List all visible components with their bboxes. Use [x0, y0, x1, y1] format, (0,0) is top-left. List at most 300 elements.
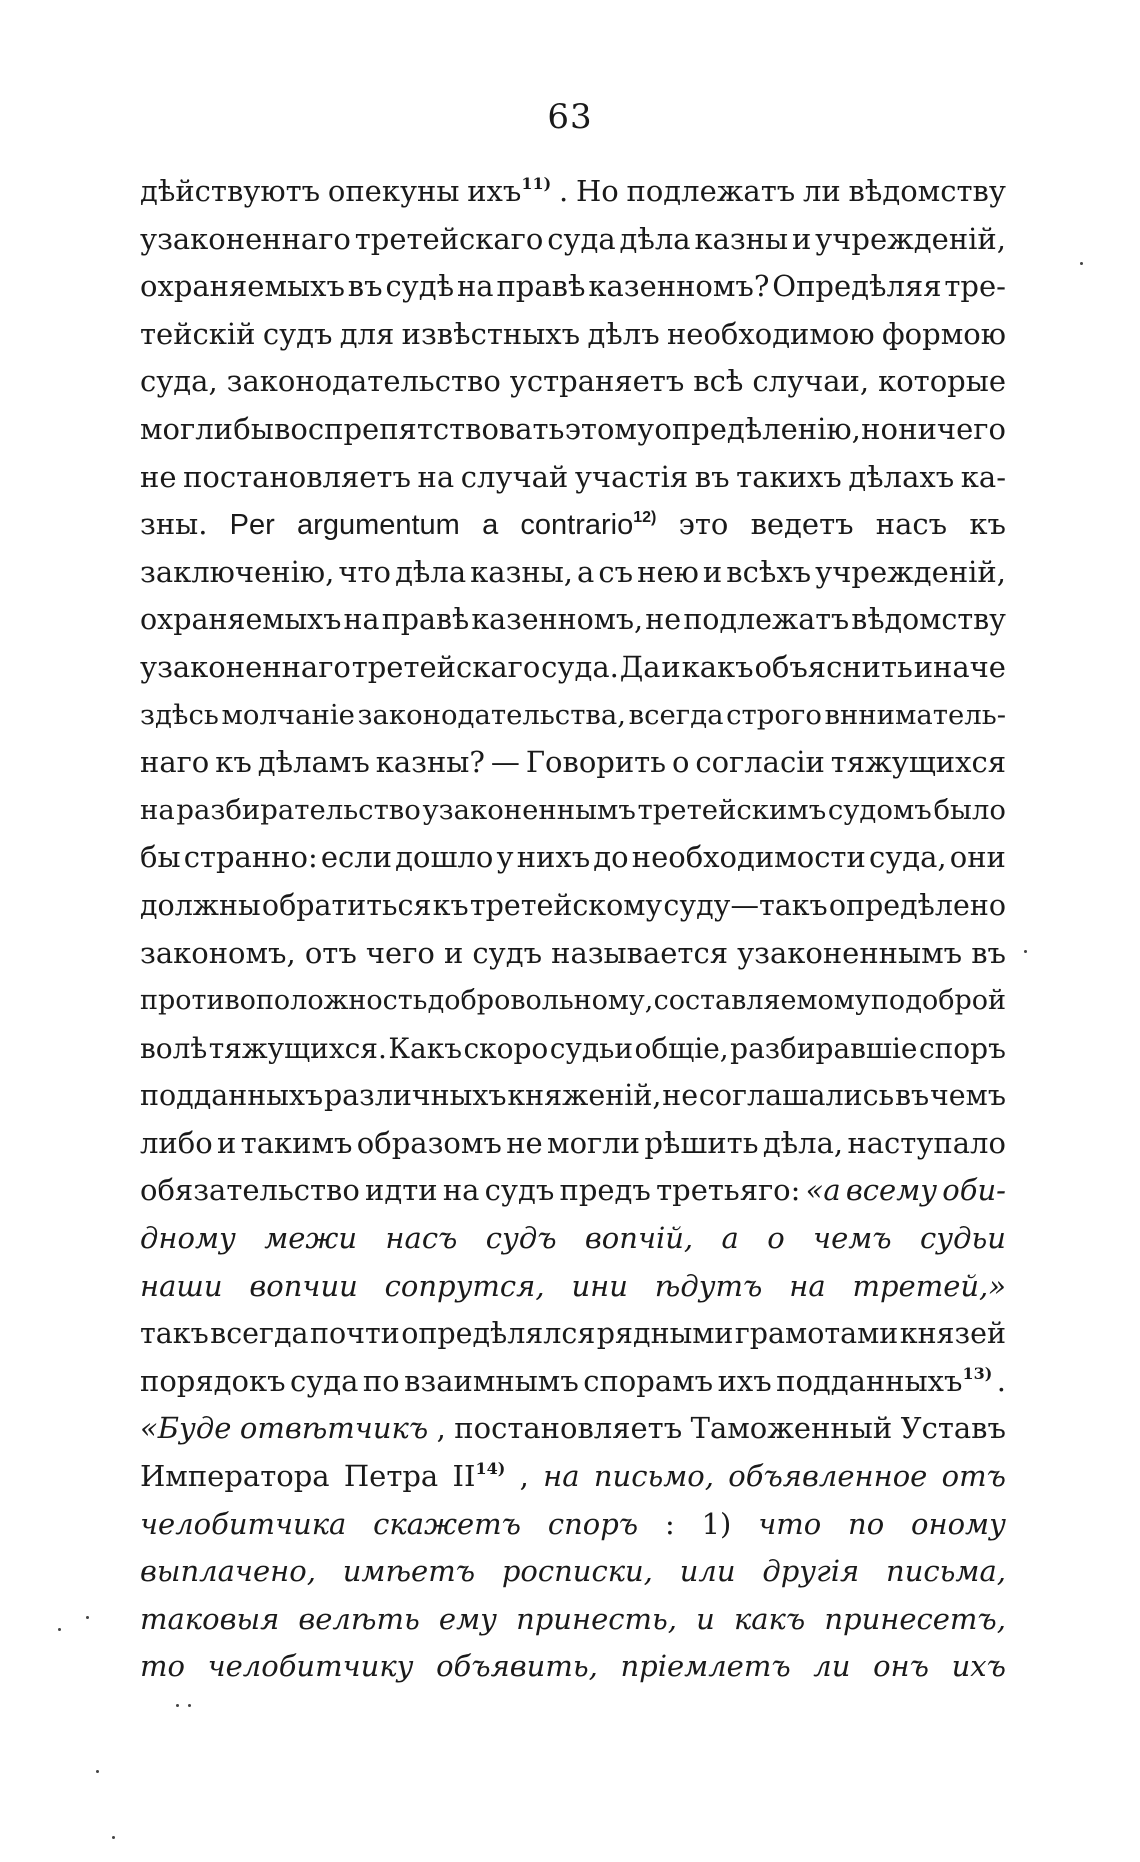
word [831, 739, 1006, 787]
word-text: какъ [733, 1601, 806, 1636]
word [140, 787, 175, 835]
word [348, 263, 383, 311]
word [873, 1643, 929, 1691]
word-text: II [452, 1459, 476, 1494]
word [140, 1453, 330, 1501]
word-text: внниматель- [824, 698, 1006, 731]
word-text: третей,» [852, 1268, 1006, 1303]
word [559, 168, 568, 216]
word-text: ведетъ [750, 507, 854, 542]
word [436, 1643, 598, 1691]
word-text: наши [140, 1268, 223, 1303]
word-text: которые [878, 364, 1006, 399]
word [358, 692, 627, 740]
word-text: случаи, [752, 364, 870, 399]
word-text: и [443, 935, 464, 970]
word-text: къ [969, 507, 1006, 542]
word-text: третейскаго [351, 649, 541, 684]
word-text: а [721, 1221, 739, 1256]
word-text: дошло [395, 840, 494, 875]
word-text: обратиться [261, 888, 432, 922]
word [506, 1120, 543, 1168]
word [373, 1501, 521, 1549]
word [222, 692, 355, 740]
text-line [140, 1263, 1006, 1311]
word-text: : [664, 1506, 675, 1541]
word [654, 977, 871, 1025]
word-text: дѣйствуютъ [140, 174, 321, 208]
word-text: отвѣтчикъ [239, 1411, 429, 1446]
word [876, 501, 947, 549]
word [762, 1548, 859, 1596]
word-text: суда. [541, 649, 619, 684]
word-text: грамотами [734, 1317, 899, 1351]
word-text: a [482, 509, 499, 542]
word [382, 596, 469, 644]
word-text: наго [140, 745, 210, 780]
word-text: споръ [547, 1506, 639, 1541]
word [340, 311, 395, 359]
text-line [140, 930, 1006, 978]
text-line [140, 1025, 1006, 1073]
scan-speck [86, 1616, 89, 1619]
word-text: но [861, 411, 898, 446]
word [695, 454, 730, 502]
word-text: казенномъ? [588, 269, 770, 304]
word-text: чего [365, 935, 435, 970]
text-line [140, 1120, 1006, 1168]
word [184, 834, 318, 882]
text-line [140, 692, 1006, 740]
word [298, 1596, 419, 1644]
word-text: о [767, 1221, 785, 1256]
word-text: онъ [873, 1649, 929, 1684]
word [344, 596, 380, 644]
word [829, 882, 1006, 930]
word [422, 787, 635, 835]
word-text: дѣла [395, 554, 467, 589]
word [310, 1310, 400, 1358]
word [587, 311, 659, 359]
word [258, 739, 370, 787]
word-text: , [436, 1411, 446, 1446]
word [140, 1501, 346, 1549]
word [485, 1167, 555, 1215]
word [343, 1548, 475, 1596]
word-text: это [678, 507, 729, 542]
word-text: ли [813, 1649, 851, 1684]
word [140, 930, 296, 978]
word [385, 1263, 545, 1311]
word [290, 1358, 358, 1406]
word-text: охраняемыхъ [140, 269, 345, 304]
word-text: дѣлахъ [848, 459, 955, 494]
word-text: всѣхъ [726, 554, 812, 589]
word-text: Опредѣляя [772, 269, 942, 304]
word-text: зны. [140, 507, 208, 542]
word [140, 1358, 286, 1406]
word [140, 454, 177, 502]
word [629, 692, 724, 740]
word-text: казны [694, 221, 789, 256]
word [140, 1643, 185, 1691]
word-text: нею [637, 554, 699, 589]
word [846, 1167, 937, 1215]
word-text: правѣ [496, 269, 586, 304]
word [594, 1453, 714, 1501]
word-text: а [577, 554, 595, 589]
word-text: ничего [898, 411, 1006, 446]
word-text: странно: [183, 840, 318, 875]
word-text: письма, [886, 1554, 1006, 1589]
word-text: бы [140, 840, 181, 875]
word [140, 692, 219, 740]
word-text: подлежатъ [626, 174, 796, 208]
word-text: учрежденій, [815, 221, 1006, 256]
word-text: узаконеннаго [140, 649, 351, 684]
text-line [140, 1405, 1006, 1453]
word [722, 1215, 739, 1263]
word [467, 168, 551, 216]
word [496, 263, 585, 311]
word-text: участія [574, 459, 689, 494]
scan-speck [112, 1836, 115, 1839]
word [520, 1453, 529, 1501]
word-text: судьи [920, 1221, 1006, 1256]
word [241, 1120, 353, 1168]
word-text: спорамъ [583, 1363, 714, 1398]
word [140, 739, 209, 787]
word-text: къ [432, 888, 469, 922]
word-text: воспрепятствовать [274, 411, 565, 446]
word-text: оби- [942, 1173, 1006, 1208]
word-text: общіе, [634, 1031, 729, 1065]
word [763, 1120, 843, 1168]
word-text: ихъ [467, 174, 522, 208]
word-text: или [679, 1554, 736, 1589]
word-text: отъ [304, 935, 357, 970]
word [680, 1548, 736, 1596]
word [140, 549, 334, 597]
word [230, 502, 275, 550]
word-text: разбиравшіе [730, 1031, 918, 1065]
word [662, 1072, 698, 1120]
text-line [140, 1167, 1006, 1215]
word [402, 311, 580, 359]
word [635, 1025, 729, 1073]
text-line [140, 454, 1006, 502]
word [950, 834, 1006, 882]
text-line [140, 977, 1006, 1025]
word [886, 1548, 1006, 1596]
word [914, 644, 1006, 692]
word [900, 1310, 1006, 1358]
text-line [140, 216, 1006, 264]
word-text: постановляетъ [454, 1411, 683, 1446]
word [695, 739, 824, 787]
word [911, 1501, 1006, 1549]
word [264, 1215, 357, 1263]
word [233, 406, 274, 454]
word [463, 1025, 548, 1073]
word-text: разбирательство [176, 793, 421, 826]
word [496, 834, 513, 882]
footnote-ref: 13) [962, 1363, 993, 1383]
word [470, 549, 573, 597]
word-text: что [758, 1506, 822, 1541]
text-line [140, 168, 1006, 216]
word [324, 1072, 507, 1120]
word [878, 358, 1006, 406]
word-text: на [343, 603, 380, 637]
word [693, 358, 743, 406]
word-text: вопчій, [584, 1221, 694, 1256]
word-text: тяжущихся [830, 745, 1006, 780]
word [227, 358, 501, 406]
word-text: «Буде [140, 1411, 232, 1446]
word-text: правѣ [381, 603, 470, 637]
word [952, 1643, 1006, 1691]
word-text: называется [551, 935, 728, 970]
word [901, 1405, 1006, 1453]
word-text: рядными [596, 1317, 734, 1351]
text-line [140, 644, 1006, 692]
word-text: у [496, 840, 514, 875]
word [376, 739, 485, 787]
word-text: этому [564, 411, 655, 446]
word [444, 930, 463, 978]
word-text: не [506, 1125, 543, 1160]
word-text: извѣстныхъ [401, 316, 581, 351]
word [507, 1072, 661, 1120]
word-text: вѣдомству [851, 603, 1006, 637]
word [437, 1405, 446, 1453]
word [751, 501, 854, 549]
word [736, 454, 842, 502]
word-text: подлежатъ [683, 603, 850, 637]
word [703, 549, 722, 597]
word [726, 692, 822, 740]
word-text: третейскому [469, 888, 663, 922]
word-text: закономъ, [140, 935, 296, 970]
word [895, 1072, 929, 1120]
word [882, 311, 1006, 359]
word-text: въ [347, 269, 383, 304]
word-text: опредѣленію, [654, 411, 861, 446]
word-text: такимъ [240, 1125, 353, 1160]
word-text: не [662, 1079, 699, 1113]
word-text: если [320, 840, 393, 875]
word-text: либо [140, 1125, 213, 1160]
word-text: и [217, 1125, 237, 1160]
scan-speck [1024, 950, 1027, 953]
word [457, 263, 494, 311]
word [453, 1453, 506, 1501]
word [140, 834, 181, 882]
word-text: вопчии [249, 1268, 358, 1303]
word-text: другія [762, 1554, 860, 1589]
word-text: ини [571, 1268, 628, 1303]
word [848, 1501, 884, 1549]
word-text: насъ [875, 507, 948, 542]
word [215, 739, 252, 787]
body-text [140, 168, 1006, 1691]
word [321, 834, 392, 882]
word-text: межи [264, 1221, 358, 1256]
word [357, 1120, 502, 1168]
word-text: Какъ [388, 1031, 463, 1065]
word-text: случай [460, 459, 569, 494]
word-text: образомъ [356, 1125, 502, 1160]
word-text: по [362, 1363, 400, 1398]
word [140, 311, 256, 359]
word-text: составляемому [653, 985, 871, 1017]
word-text: и [791, 221, 812, 256]
word-text: иначе [913, 649, 1006, 684]
word-text: суда, [140, 364, 218, 399]
word-text: охраняемыхъ [140, 603, 342, 637]
word-text: было [933, 793, 1006, 826]
word [140, 358, 218, 406]
word-text: Говорить [525, 745, 666, 780]
word-text: наступало [847, 1125, 1006, 1160]
word [140, 1120, 213, 1168]
word-text: всегда [628, 698, 724, 731]
word-text: на [442, 1173, 480, 1208]
word [388, 1025, 462, 1073]
word-text: принесетъ, [824, 1601, 1006, 1636]
word [140, 406, 233, 454]
word [486, 1215, 557, 1263]
word [919, 1025, 1006, 1073]
word [645, 596, 681, 644]
word-text: опекуны [327, 174, 460, 208]
word-text: ка- [960, 459, 1006, 494]
word [655, 1263, 763, 1311]
text-line [140, 358, 1006, 406]
word-text: суду—такъ [663, 888, 828, 922]
word [848, 454, 954, 502]
word [418, 454, 455, 502]
word-text: добровольному, [427, 985, 654, 1017]
word [583, 1358, 713, 1406]
word-text: объявить, [436, 1649, 598, 1684]
word [758, 1501, 821, 1549]
word [502, 1548, 653, 1596]
word-text: Да [619, 649, 661, 684]
word-text: законодательства, [357, 698, 627, 731]
word [696, 1596, 715, 1644]
word-text: . [996, 1363, 1006, 1398]
word-text: судьи [549, 1031, 634, 1065]
word-text: ли [803, 174, 841, 208]
word [263, 311, 333, 359]
word-text: челобитчику [207, 1649, 414, 1684]
word-text: они [949, 840, 1006, 875]
word-text: тре- [944, 269, 1006, 304]
word [930, 1072, 1006, 1120]
word-text: необходимости [631, 840, 866, 875]
word [140, 168, 320, 216]
word [971, 930, 1006, 978]
word [663, 882, 827, 930]
word [428, 977, 654, 1025]
word [672, 739, 689, 787]
word [847, 1120, 1005, 1168]
word-text: узаконеннымъ [737, 935, 963, 970]
scan-speck [176, 1704, 179, 1707]
text-line [140, 1453, 1006, 1501]
word-text: по [870, 985, 906, 1017]
word-text: таковыя [140, 1601, 280, 1636]
word-text: казны? [375, 745, 485, 780]
word-text: узаконеннаго [140, 221, 351, 256]
word-text: contrario [520, 509, 634, 542]
word-text: на [789, 1268, 826, 1303]
word [661, 644, 680, 692]
word [571, 1263, 627, 1311]
word-text: подданныхъ [776, 1363, 963, 1398]
word-text: Императора [140, 1459, 330, 1494]
word-text: въ [894, 1079, 930, 1113]
text-line [140, 406, 1006, 454]
word [577, 549, 594, 597]
word-text: казны, [470, 554, 574, 589]
word-text: не [645, 603, 682, 637]
text-line [140, 549, 1006, 597]
text-line [140, 1501, 1006, 1549]
word-text: — [490, 745, 520, 780]
word [718, 1358, 772, 1406]
word-text: къ [215, 745, 252, 780]
word-text: опредѣлялся [401, 1317, 596, 1351]
word-text: имѣетъ [342, 1554, 476, 1589]
word [140, 1215, 236, 1263]
word [140, 596, 341, 644]
word [140, 1548, 316, 1596]
word [825, 692, 1006, 740]
word-text: здѣсь [140, 698, 219, 731]
word [792, 216, 811, 264]
word [637, 787, 826, 835]
word [944, 263, 1006, 311]
word-text: заключенію, [140, 554, 335, 589]
word [550, 1025, 633, 1073]
word [632, 834, 866, 882]
word [140, 263, 345, 311]
word-text: и [702, 554, 723, 589]
word [644, 1120, 758, 1168]
word [851, 596, 1006, 644]
word [806, 1167, 841, 1215]
word [404, 1358, 579, 1406]
footnote-ref: 12) [633, 509, 657, 527]
text-line [140, 1072, 1006, 1120]
word [656, 1167, 800, 1215]
word-text: сопрутся, [384, 1268, 545, 1303]
word-text: не [140, 459, 177, 494]
word-text: бы [233, 411, 274, 446]
word-text: Петра [343, 1459, 439, 1494]
word-text: Уставъ [900, 1411, 1006, 1446]
word-text: Таможенный [690, 1411, 893, 1446]
word-text: дѣлъ [587, 316, 660, 351]
word-text: судомъ [827, 793, 932, 826]
word-text: судъ [485, 1221, 557, 1256]
word [140, 501, 207, 549]
word [140, 1405, 231, 1453]
word-text: насъ [385, 1221, 458, 1256]
